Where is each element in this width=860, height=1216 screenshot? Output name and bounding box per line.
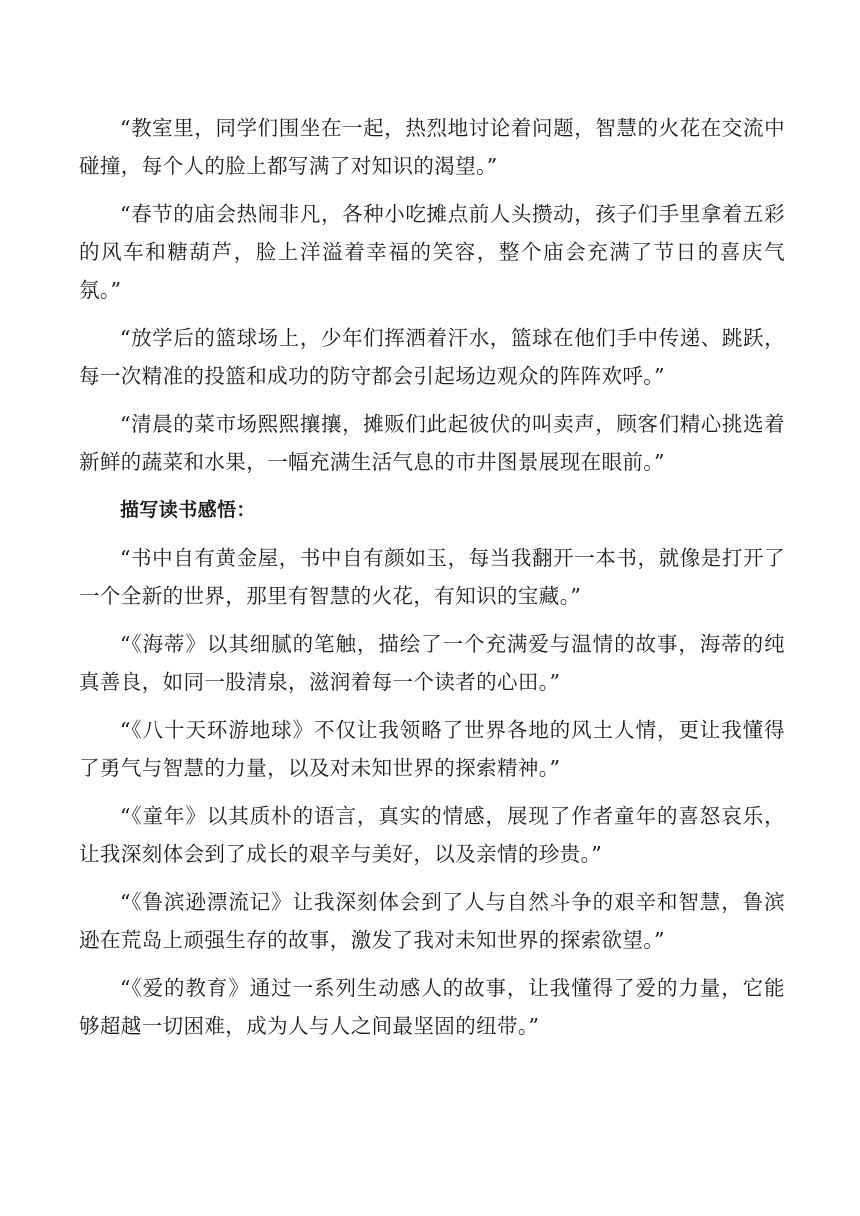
- document-page: [79, 109, 785, 1055]
- scene-paragraph-classroom: “教室里，同学们围坐在一起，热烈地讨论着问题，智慧的火花在交流中碰撞，每个人的脸上都写满了对知识的渴望。”: [79, 116, 785, 178]
- reading-paragraph-childhood: “《童年》以其质朴的语言，真实的情感，展现了作者童年的喜怒哀乐，让我深刻体会到了成长的艰辛与美好，以及亲情的珍贵。”: [79, 804, 785, 866]
- reading-paragraph-heart: “《爱的教育》通过一系列生动感人的故事，让我懂得了爱的力量，它能够超越一切困难，成为人与人之间最坚固的纽带。”: [79, 976, 785, 1038]
- section-heading-reading: 描写读书感悟：: [120, 499, 256, 521]
- reading-paragraph-robinson: “《鲁滨逊漂流记》让我深刻体会到了人与自然斗争的艰辛和智慧，鲁滨逊在荒岛上顽强生存的故事，激发了我对未知世界的探索欲望。”: [79, 890, 785, 952]
- scene-paragraph-temple-fair: “春节的庙会热闹非凡，各种小吃摊点前人头攒动，孩子们手里拿着五彩的风车和糖葫芦，脸上洋溢着幸福的笑容，整个庙会充满了节日的喜庆气氛。”: [79, 202, 785, 302]
- reading-paragraph-heidi: “《海蒂》以其细腻的笔触，描绘了一个充满爱与温情的故事，海蒂的纯真善良，如同一股清泉，滋润着每一个读者的心田。”: [79, 632, 785, 694]
- scene-paragraph-basketball: “放学后的篮球场上，少年们挥洒着汗水，篮球在他们手中传递、跳跃，每一次精准的投篮和成功的防守都会引起场边观众的阵阵欢呼。”: [79, 326, 785, 388]
- scene-paragraph-market: “清晨的菜市场熙熙攘攘，摊贩们此起彼伏的叫卖声，顾客们精心挑选着新鲜的蔬菜和水果，一幅充满生活气息的市井图景展现在眼前。”: [79, 412, 785, 474]
- reading-paragraph-eighty-days: “《八十天环游地球》不仅让我领略了世界各地的风土人情，更让我懂得了勇气与智慧的力量，以及对未知世界的探索精神。”: [79, 718, 785, 780]
- reading-paragraph-books: “书中自有黄金屋，书中自有颜如玉，每当我翻开一本书，就像是打开了一个全新的世界，那里有智慧的火花，有知识的宝藏。”: [79, 546, 785, 608]
